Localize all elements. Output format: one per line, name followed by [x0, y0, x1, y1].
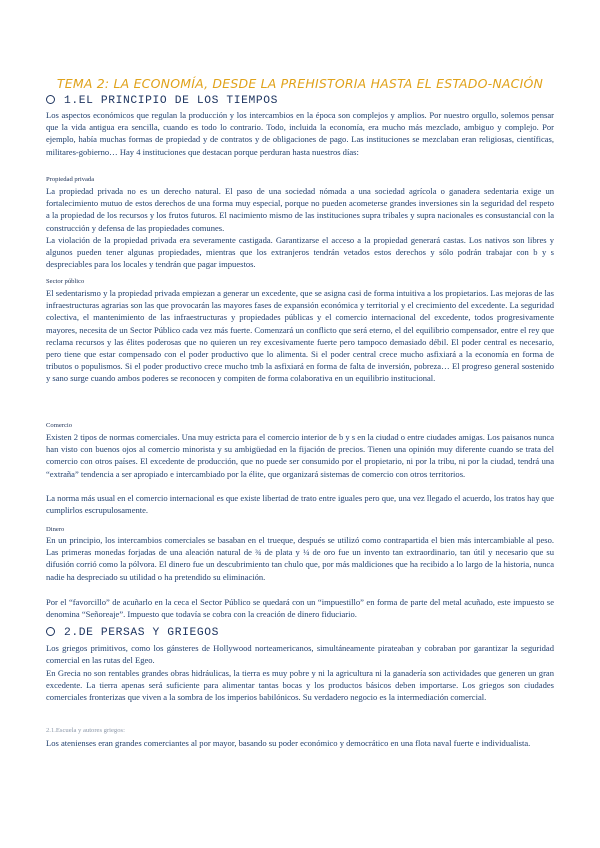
section-2-heading-text: 2.DE PERSAS Y GRIEGOS	[64, 627, 219, 639]
propiedad-paragraph-1: La propiedad privada no es un derecho natural. El paso de una sociedad nómada a una sociedad agrícola o ganadera sedentaria exige un fortalecimiento mutuo de estos derechos de una forma muy especial, porque no pueden acometerse grandes inversiones sin la seguridad del respeto a la propiedad de los recursos y los frutos futuros. El nacimiento mismo de las instituciones supra tribales y supra nacionales es consustancial con la construcción y defensa de las propiedades comunes.	[46, 186, 554, 233]
section-2-heading	[46, 627, 219, 639]
subheading-comercio: Comercio	[46, 422, 73, 429]
circle-bullet-icon	[46, 627, 55, 636]
section-2-paragraph-1: Los griegos primitivos, como los gánsteres de Hollywood norteamericanos, simultáneamente pirateaban y cobraban por garantizar la seguridad comercial en las rutas del Egeo.	[46, 643, 554, 666]
subheading-dinero: Dinero	[46, 526, 65, 533]
section-1-heading-text: 1.EL PRINCIPIO DE LOS TIEMPOS	[64, 95, 278, 107]
subheading-sector-publico: Sector público	[46, 278, 85, 285]
dinero-paragraph-2: Por el “favorcillo” de acuñarlo en la ceca el Sector Público se quedará con un “impuestillo” en forma de parte del metal acuñado, este impuesto se denomina “Señoreaje”. Impuesto que todavía se cobra con la creación de dinero fiduciario.	[46, 597, 554, 620]
circle-bullet-icon	[46, 95, 55, 104]
section-1-intro: Los aspectos económicos que regulan la producción y los intercambios en la época son complejos y amplios. Por nuestro orgullo, solemos pensar que la vida antigua era sencilla, cuando es todo lo contrario. Todo, incluida la economía, era mucho más mezclado, ambiguo y complejo. Por ejemplo, había muchas formas de propiedad y de contratos y de obligaciones de pago. Las instituciones se mezclaban eran religiosas, científicas, militares-gobierno… Hay 4 instituciones que destacan porque perduran hasta nuestros días:	[46, 110, 554, 157]
dinero-paragraph-1: En un principio, los intercambios comerciales se basaban en el trueque, después se utilizó como contrapartida el bien más intercambiable al peso. Las primeras monedas forjadas de una aleación natural de ¾ de plata y ¼ de oro fue un invento tan extraordinario, tan útil y necesario que su difusión corrió como la pólvora. El dinero fue un descubrimiento tan chulo que, por más maldiciones que ha recibido a lo largo de la historia, nunca nadie ha despreciado su utilidad o ha pretendido su eliminación.	[46, 535, 554, 582]
section-1-heading	[46, 95, 278, 107]
subheading-propiedad: Propiedad privada	[46, 176, 95, 183]
document-title: TEMA 2: LA ECONOMÍA, DESDE LA PREHISTORIA HASTA EL ESTADO-NACIÓN	[56, 76, 544, 91]
section-2-paragraph-3: Los atenienses eran grandes comerciantes al por mayor, basando su poder económico y democrático en una flota naval fuerte e individualista.	[46, 738, 531, 748]
subheading-escuela-griegos: 2.1.Escuela y autores griegos:	[46, 727, 125, 734]
propiedad-paragraph-2: La violación de la propiedad privada era severamente castigada. Garantizarse el acceso a la propiedad generará castas. Los nativos son libres y algunos pueden tener algunas propiedades, mientras que los extranjeros tendrán vetados estos derechos y sólo podrán trabajar con b y s despreciables para los locales y tendrán que pagar impuestos.	[46, 235, 554, 270]
sector-publico-paragraph: El sedentarismo y la propiedad privada empiezan a generar un excedente, que se asigna casi de forma intuitiva a los propietarios. Las mejoras de las infraestructuras agrarias son las que provocarán las mayores fases de expansión económica y territorial y el crecimiento del excedente. La seguridad colectiva, el mantenimiento de las infraestructuras y propiedades públicas y el comercio internacional del excedente, todos progresivamente mayores, necesita de un Sector Público cada vez más fuerte. Comenzará un conflicto que será eterno, el del equilibrio compensador, entre el rey que reclama recursos y las élites poderosas que no quieren un rey excesivamente fuerte pero tampoco demasiado débil. El poder central es necesario, pero tiene que estar compensado con el poder productivo que lo alimenta. Si el poder central crece mucho asfixiará a la economía en forma de tributos o populismos. Si el poder productivo crece mucho tmb la asfixiará en forma de falta de inversión, pobreza… El progreso general sostenido y sano surge cuando ambos poderes se reconocen y compiten de forma colaborativa en un equilibrio institucional.	[46, 288, 554, 384]
section-2-paragraph-2: En Grecia no son rentables grandes obras hidráulicas, la tierra es muy pobre y ni la agricultura ni la ganadería son actividades que generen un gran excedente. La tierra apenas será suficiente para alimentar tantas bocas y los productos básicos deben importarse. Los griegos son ciudades comerciales fronterizas que viven a la sombra de los imperios babilónicos. Su verdadero negocio es la intermediación comercial.	[46, 668, 554, 703]
comercio-paragraph-2: La norma más usual en el comercio internacional es que existe libertad de trato entre iguales pero que, una vez llegado el acuerdo, los tratos hay que cumplirlos escrupulosamente.	[46, 493, 554, 516]
comercio-paragraph-1: Existen 2 tipos de normas comerciales. Una muy estricta para el comercio interior de b y s en la ciudad o entre ciudades amigas. Los paisanos nunca han visto con buenos ojos al comercio minorista y su ambigüedad en la fijación de precios. Tienen una opinión muy diferente cuando se trata del comercio con otros países. El excedente de producción, que no puede ser consumido por el propietario, ni por la tribu, ni por la ciudad, tendrá una “extraña” tendencia a ser apropiado e intercambiado por la élite, que organizará sistemas de comercio con otros territorios.	[46, 432, 554, 479]
